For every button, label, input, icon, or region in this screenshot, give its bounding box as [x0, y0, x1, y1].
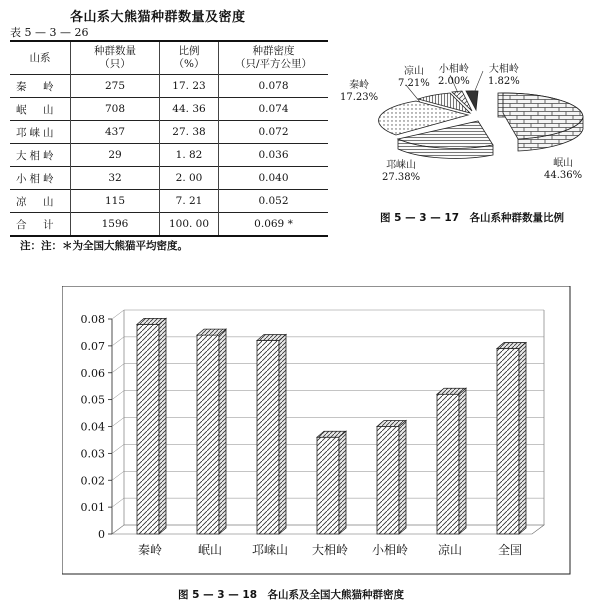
cell-count: 115: [71, 190, 160, 213]
bar-front: [437, 394, 459, 534]
x-tick-label: 全国: [497, 543, 523, 557]
gridline-diag: [112, 525, 124, 534]
pie-label-daxiangling: 大相岭 1.82%: [488, 64, 520, 87]
cell-count: 32: [71, 167, 160, 190]
gridline-diag: [112, 444, 124, 453]
pie-label-xiaoxiangling: 小相岭 2.00%: [438, 64, 470, 87]
bar: [437, 388, 466, 534]
cell-name: 邛崃山: [10, 121, 71, 144]
population-table: [10, 40, 328, 237]
table-row: [10, 167, 328, 190]
cell-name: 秦 岭: [10, 75, 71, 98]
table-row: [10, 213, 328, 237]
y-tick-label: 0.04: [80, 420, 105, 434]
x-tick-label: 凉山: [437, 543, 463, 557]
cell-count: 29: [71, 144, 160, 167]
bar-front: [197, 335, 219, 534]
bar-front: [317, 437, 339, 534]
cell-density: 0.040: [219, 167, 329, 190]
cell-ratio: 44. 36: [160, 98, 219, 121]
table-note: 注：注：＊为全国大熊猫平均密度。: [20, 240, 188, 252]
cell-count: 708: [71, 98, 160, 121]
pie-label-minshan: 岷山 44.36%: [544, 158, 583, 181]
gridline-diag: [112, 471, 124, 480]
header-ratio: 比例 （%）: [160, 41, 219, 75]
y-tick-label: 0.06: [80, 366, 105, 380]
bar: [197, 329, 226, 534]
bar: [497, 343, 526, 534]
gridline-diag: [112, 337, 124, 346]
cell-ratio: 2. 00: [160, 167, 219, 190]
table-row: [10, 190, 328, 213]
cell-ratio: 100. 00: [160, 213, 219, 237]
table-header-row: [10, 41, 328, 75]
pie-label-qinling: 秦岭 17.23%: [340, 80, 379, 103]
cell-ratio: 7. 21: [160, 190, 219, 213]
bar-front: [137, 324, 159, 534]
pie-label-liangshan: 凉山 7.21%: [398, 66, 430, 89]
cell-name: 凉 山: [10, 190, 71, 213]
bar: [377, 421, 406, 535]
bar-front: [257, 341, 279, 535]
bar: [317, 431, 346, 534]
cell-density: 0.074: [219, 98, 329, 121]
cell-density: 0.036: [219, 144, 329, 167]
cell-name: 合 计: [10, 213, 71, 237]
table-row: [10, 121, 328, 144]
pie-caption: 图 5 — 3 — 17 各山系种群数量比例: [380, 212, 565, 224]
x-tick-label: 大相岭: [311, 543, 349, 557]
bar-side: [399, 421, 406, 535]
bar-front: [497, 349, 519, 534]
table-row: [10, 75, 328, 98]
cell-ratio: 27. 38: [160, 121, 219, 144]
y-tick-label: 0.01: [80, 501, 105, 515]
gridline-diag: [112, 418, 124, 427]
cell-count: 275: [71, 75, 160, 98]
bar-side: [219, 329, 226, 534]
pie-label-qionglai: 邛崃山 27.38%: [382, 160, 421, 183]
cell-count: 1596: [71, 213, 160, 237]
table-row: [10, 144, 328, 167]
gridline-diag: [112, 310, 124, 319]
header-density: 种群密度 （只/平方公里）: [219, 41, 329, 75]
y-tick-label: 0.03: [80, 447, 105, 461]
x-tick-label: 岷山: [197, 543, 223, 557]
bar: [257, 335, 286, 535]
cell-name: 岷 山: [10, 98, 71, 121]
cell-name: 小相岭: [10, 167, 71, 190]
cell-ratio: 17. 23: [160, 75, 219, 98]
header-mountain: 山系: [10, 41, 71, 75]
y-tick-label: 0.02: [80, 474, 105, 488]
bar-chart-caption: 图 5 — 3 — 18 各山系及全国大熊猫种群密度: [178, 589, 405, 601]
y-tick-label: 0: [98, 528, 105, 541]
y-tick-label: 0.05: [80, 393, 105, 407]
bar-side: [339, 431, 346, 534]
cell-density: 0.052: [219, 190, 329, 213]
x-tick-label: 秦岭: [137, 543, 163, 557]
cell-ratio: 1. 82: [160, 144, 219, 167]
cell-count: 437: [71, 121, 160, 144]
cell-density: 0.069 *: [219, 213, 329, 237]
cell-density: 0.078: [219, 75, 329, 98]
gridline-diag: [112, 391, 124, 400]
bar-side: [459, 388, 466, 534]
table-number: 表 5 — 3 — 26: [10, 26, 89, 39]
bar-side: [519, 343, 526, 534]
x-tick-label: 小相岭: [371, 543, 409, 557]
table-row: [10, 98, 328, 121]
x-tick-label: 邛崃山: [251, 543, 289, 557]
bar-side: [279, 335, 286, 535]
bar-front: [377, 427, 399, 535]
gridline-diag: [112, 498, 124, 507]
bar-side: [159, 318, 166, 534]
cell-density: 0.072: [219, 121, 329, 144]
y-tick-label: 0.07: [80, 339, 105, 353]
cell-name: 大相岭: [10, 144, 71, 167]
bar-chart: [62, 286, 572, 576]
bar: [137, 318, 166, 534]
table-title: 各山系大熊猫种群数量及密度: [70, 10, 246, 25]
gridline-diag: [112, 364, 124, 373]
header-count: 种群数量 （只）: [71, 41, 160, 75]
y-tick-label: 0.08: [80, 313, 105, 326]
